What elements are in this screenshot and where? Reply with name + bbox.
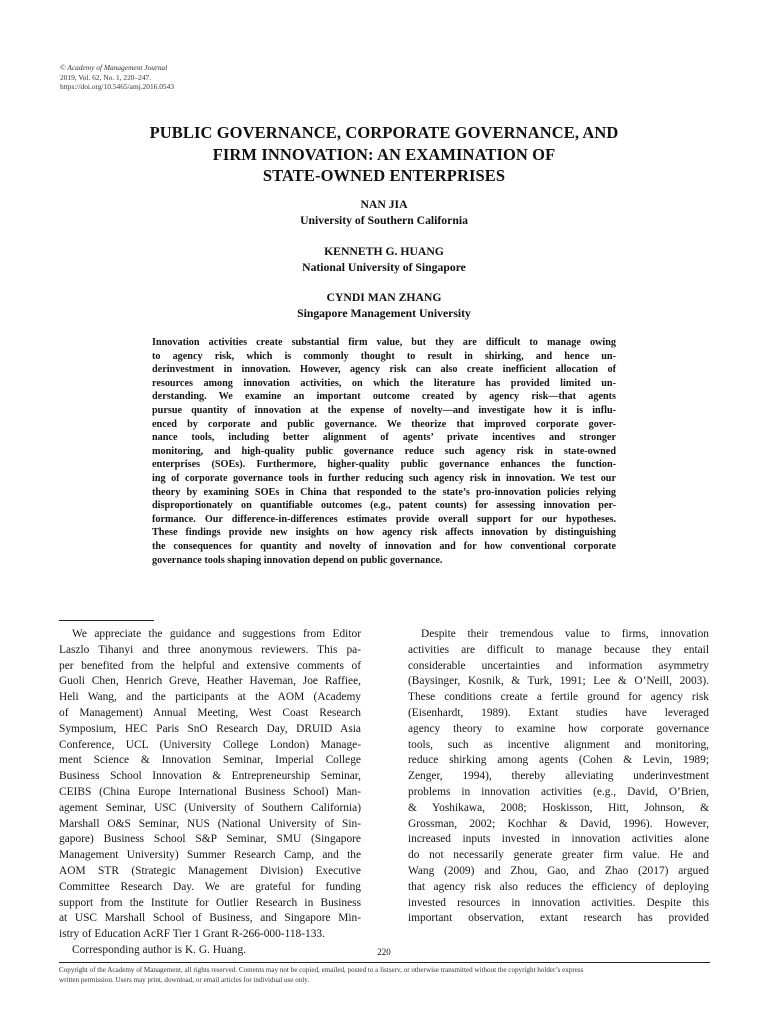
abstract-line: nance tools, including better alignment of agents’ private incentives and stronger: [152, 432, 616, 444]
abstract-line: the consequences for quantity and novelty of innovation and for how conventional corporate: [152, 540, 616, 552]
body-line: do not necessarily generate greater firm value. He and: [408, 849, 709, 862]
footnote-line: Guoli Chen, Henrich Greve, Heather Haveman, Joe Raffiee,: [59, 675, 361, 688]
article-title: [0, 122, 768, 187]
author-affiliation: University of Southern California: [300, 214, 468, 227]
body-line: (Eisenhardt, 1989). Extant studies have leveraged: [408, 706, 709, 719]
body-line: Grossman, 2002; Kochhar & David, 1996). However,: [408, 817, 709, 830]
acknowledgments-footnote: [59, 627, 361, 959]
copyright-notice: [59, 966, 710, 985]
body-line: considerable uncertainties and information asymmetry: [408, 659, 709, 672]
footnote-line: Management University) Summer Research Camp, and the: [59, 849, 361, 862]
footnote-line: Symposium, HEC Paris SnO Research Day, DRUID Asia: [59, 722, 361, 735]
copyright-line: Copyright of the Academy of Management, all rights reserved. Contents may not be copied, emailed, posted to a listserv, or otherwise transmitted without the copyright holder’s express: [59, 966, 584, 974]
abstract-line: resources among innovation activities, on which the literature has provided limited un-: [152, 377, 616, 389]
body-line: agency theory to examine how corporate governance: [408, 722, 709, 735]
doi-link[interactable]: https://doi.org/10.5465/amj.2016.0543: [60, 82, 175, 92]
abstract-line: enced by corporate and public governance. We theorize that improved corporate gover-: [152, 418, 616, 430]
footnote-divider: [59, 620, 154, 621]
abstract-line: enterprises (SOEs). Furthermore, higher-quality public governance enhances the function-: [152, 459, 616, 471]
title-line: PUBLIC GOVERNANCE, CORPORATE GOVERNANCE, AND: [149, 123, 619, 142]
author-name: KENNETH G. HUANG: [324, 245, 444, 258]
abstract-line: formance. Our difference-in-differences estimates provide overall support for our hypotheses.: [152, 513, 616, 525]
footnote-line: Committee Research Day. We are grateful for funding: [59, 880, 361, 893]
body-line: important observation, extant research has provided: [408, 912, 709, 925]
footnote-line: CEIBS (China Europe International Business School) Man-: [59, 785, 361, 798]
footnote-line: Laszlo Tihanyi and three anonymous reviewers. This pa-: [59, 643, 361, 656]
author-3: [0, 290, 768, 322]
body-line: Despite their tremendous value to firms, innovation: [421, 628, 709, 640]
author-2: [0, 244, 768, 276]
footnote-line: per benefited from the helpful and extensive comments of: [59, 659, 361, 672]
body-line: These conditions create a fertile ground for agency risk: [408, 691, 709, 704]
copyright-line: written permission. Users may print, download, or email articles for individual use only.: [59, 975, 310, 984]
abstract-line: governance tools shaping innovation depend on public governance.: [152, 554, 443, 566]
author-name: CYNDI MAN ZHANG: [326, 291, 442, 304]
body-line: invested resources in innovation activities. Despite this: [408, 896, 709, 909]
footnote-line: Heli Wang, and the participants at the AOM (Academy: [59, 691, 361, 704]
abstract-line: to agency risk, which is commonly thought to result in shirking, and hence un-: [152, 350, 616, 362]
footnote-line: support from the Institute for Outlier Research in Business: [59, 896, 361, 909]
abstract-line: monitoring, and high-quality public governance reduce such agency risk in state-owned: [152, 445, 616, 457]
footnote-line: We appreciate the guidance and suggestions from Editor: [72, 628, 361, 640]
body-line: & Yoshikawa, 2008; Hoskisson, Hitt, Johnson, &: [408, 801, 709, 814]
corresponding-author: Corresponding author is K. G. Huang.: [72, 943, 247, 956]
footnote-line: ment Science & Innovation Seminar, Imperial College: [59, 754, 361, 767]
abstract-line: derinvestment in innovation. However, agency risk can also create inefficient allocation of: [152, 364, 616, 376]
abstract-line: ing of corporate governance tools in further reducing such agency risk in innovation. We test our: [152, 472, 616, 484]
page-number: 220: [377, 947, 391, 957]
author-affiliation: National University of Singapore: [302, 261, 466, 274]
abstract-line: pursue quantity of innovation at the expense of novelty—and investigate how it is influ-: [152, 404, 616, 416]
body-line: Zenger, 1994), thereby alleviating underinvestment: [408, 770, 709, 783]
body-line: Wang (2009) and Zhou, Gao, and Zhao (2017) argued: [408, 864, 709, 877]
abstract: [152, 336, 616, 567]
body-line: that agency risk also reduces the efficiency of deploying: [408, 880, 709, 893]
footnote-line: agement Seminar, USC (University of Southern California): [59, 801, 361, 814]
author-name: NAN JIA: [360, 198, 408, 211]
footnote-line: Conference, UCL (University College London) Manage-: [59, 738, 361, 751]
abstract-line: Innovation activities create substantial firm value, but they are difficult to manage owing: [152, 337, 616, 348]
issue-line: 2019, Vol. 62, No. 1, 220–247.: [60, 72, 152, 82]
body-line: increased inputs invested in innovation activities alone: [408, 833, 709, 846]
title-line: STATE-OWNED ENTERPRISES: [262, 166, 506, 185]
footnote-line: istry of Education AcRF Tier 1 Grant R-266-000-118-133.: [59, 928, 325, 941]
body-line: tools, such as incentive alignment and monitoring,: [408, 738, 709, 751]
article-metadata: [60, 63, 174, 92]
footer-divider: [59, 962, 710, 963]
journal-line: © Academy of Management Journal: [60, 63, 168, 72]
author-1: [0, 197, 768, 229]
footnote-line: gapore) Business School S&P Seminar, SMU (Singapore: [59, 833, 361, 846]
abstract-line: These findings provide new insights on how agency risk affects innovation by distinguishing: [152, 527, 616, 539]
body-text: [408, 627, 709, 927]
body-line: problems in innovation activities (e.g., David, O’Brien,: [408, 785, 709, 798]
title-line: FIRM INNOVATION: AN EXAMINATION OF: [212, 144, 556, 164]
footnote-line: AOM STR (Strategic Management Division) Executive: [59, 864, 361, 877]
abstract-line: disproportionately on quantifiable outcomes (e.g., patent counts) for assessing innovation per-: [152, 500, 616, 512]
body-line: activities are difficult to manage because they entail: [408, 643, 709, 656]
body-line: reduce shirking among agents (Cohen & Levin, 1989;: [408, 754, 709, 767]
body-line: (Baysinger, Kosnik, & Turk, 1991; Lee & O’Neill, 2003).: [408, 675, 709, 688]
abstract-line: derstanding. We examine an important outcome created by agency risk—that agents: [152, 391, 616, 403]
footnote-line: Business School Innovation & Entrepreneurship Seminar,: [59, 770, 361, 783]
abstract-line: theory by examining SOEs in China that responded to the state’s pro-innovation policies relying: [152, 486, 616, 498]
footnote-line: Marshall O&S Seminar, NUS (National University of Sin-: [59, 817, 361, 830]
footnote-line: at USC Marshall School of Business, and Singapore Min-: [59, 912, 361, 925]
author-affiliation: Singapore Management University: [297, 307, 471, 320]
footnote-line: of Management) Annual Meeting, West Coast Research: [59, 706, 361, 719]
